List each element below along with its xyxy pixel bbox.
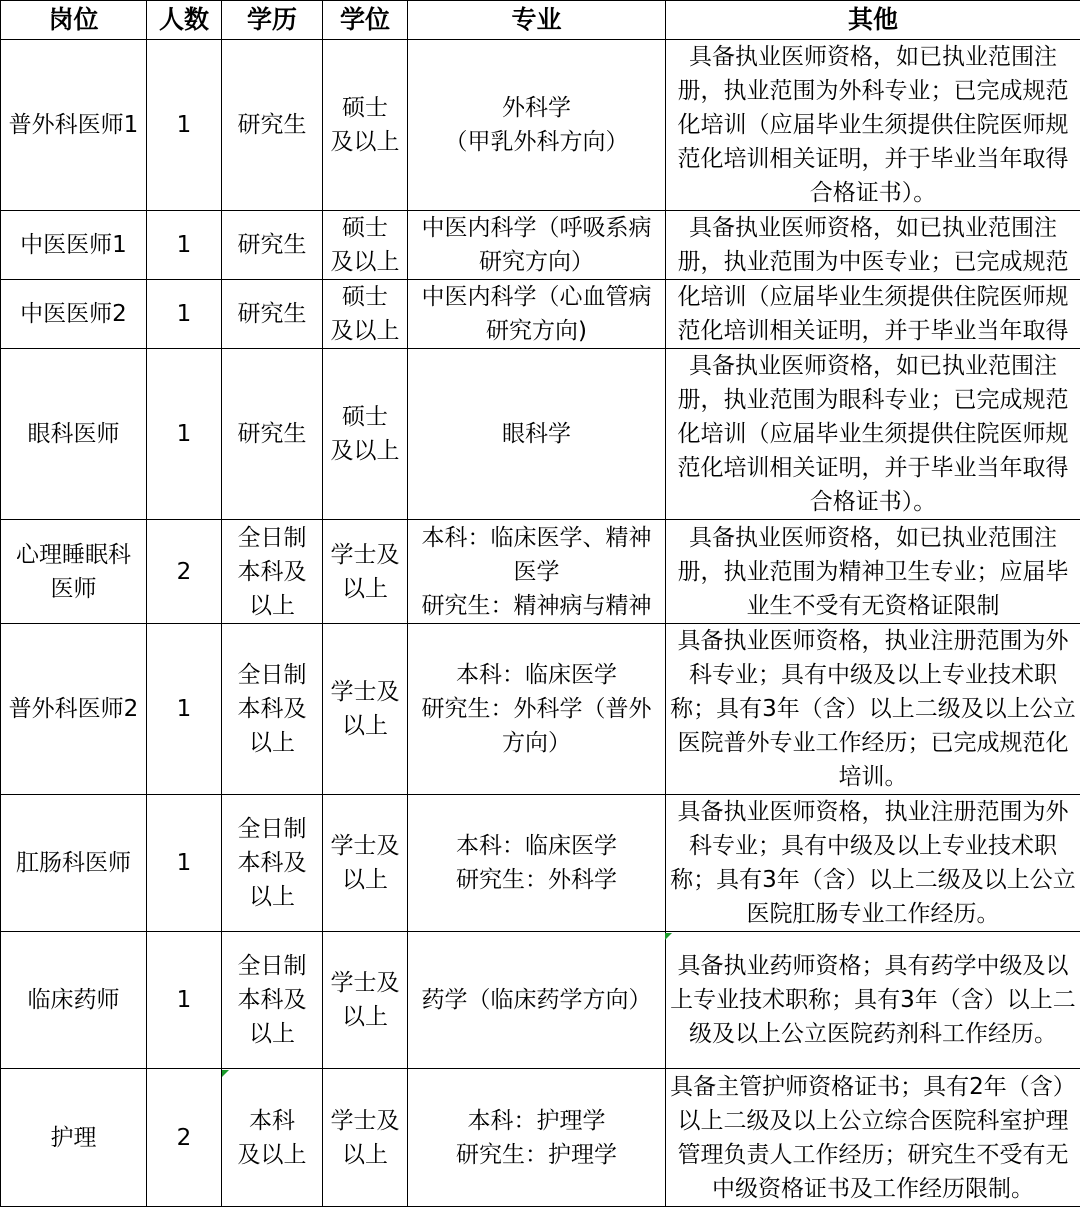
header-position: 岗位 — [1, 1, 147, 40]
table-row — [1, 795, 1080, 932]
education-cell: 研究生 — [222, 349, 323, 520]
count-cell: 1 — [147, 40, 222, 211]
other-cell: 具备执业医师资格，如已执业范围注册，执业范围为眼科专业；已完成规范化培训（应届毕业生须提供住院医师规范化培训相关证明，并于毕业当年取得合格证书）。 — [666, 349, 1080, 520]
major-cell: 本科：临床医学 研究生：外科学（普外 方向） — [408, 624, 666, 795]
other-cell — [666, 280, 1080, 349]
other-cell: 具备主管护师资格证书；具有2年（含）以上二级及以上公立综合医院科室护理管理负责人工作经历；研究生不受有无中级资格证书及工作经历限制。 — [666, 1069, 1080, 1207]
header-degree: 学位 — [323, 1, 408, 40]
position-cell: 心理睡眠科 医师 — [1, 520, 147, 624]
education-cell: 全日制 本科及 以上 — [222, 932, 323, 1069]
major-cell: 药学（临床药学方向） — [408, 932, 666, 1069]
education-cell: 全日制 本科及 以上 — [222, 795, 323, 932]
degree-cell: 学士及 以上 — [323, 795, 408, 932]
position-cell: 普外科医师1 — [1, 40, 147, 211]
degree-cell: 学士及 以上 — [323, 520, 408, 624]
position-cell: 肛肠科医师 — [1, 795, 147, 932]
count-cell: 1 — [147, 624, 222, 795]
cell-comment-marker-icon — [222, 1070, 229, 1077]
education-cell: 全日制 本科及 以上 — [222, 520, 323, 624]
other-cell: 具备执业医师资格，执业注册范围为外科专业；具有中级及以上专业技术职称；具有3年（含）以上二级及以上公立医院肛肠专业工作经历。 — [666, 795, 1080, 932]
degree-cell: 硕士 及以上 — [323, 40, 408, 211]
count-cell: 1 — [147, 795, 222, 932]
count-cell: 1 — [147, 280, 222, 349]
cell-comment-marker-icon — [665, 933, 672, 940]
table-row — [1, 211, 1080, 280]
education-cell: 本科 及以上 — [222, 1069, 323, 1207]
position-cell: 中医医师2 — [1, 280, 147, 349]
education-cell: 全日制 本科及 以上 — [222, 624, 323, 795]
major-cell: 中医内科学（心血管病 研究方向) — [408, 280, 666, 349]
degree-cell: 硕士 及以上 — [323, 280, 408, 349]
header-count: 人数 — [147, 1, 222, 40]
position-cell: 护理 — [1, 1069, 147, 1207]
degree-cell: 学士及 以上 — [323, 932, 408, 1069]
table-row — [1, 280, 1080, 349]
degree-cell: 学士及 以上 — [323, 1069, 408, 1207]
other-cell — [666, 211, 1080, 280]
other-cell: 具备执业医师资格，如已执业范围注册，执业范围为精神卫生专业；应届毕业生不受有无资格证限制 — [666, 520, 1080, 624]
count-cell: 1 — [147, 349, 222, 520]
degree-cell: 学士及 以上 — [323, 624, 408, 795]
education-cell: 研究生 — [222, 280, 323, 349]
major-cell: 外科学 （甲乳外科方向） — [408, 40, 666, 211]
major-cell: 本科：临床医学、精神 医学 研究生：精神病与精神 — [408, 520, 666, 624]
major-cell: 本科：护理学 研究生：护理学 — [408, 1069, 666, 1207]
other-cell: 具备执业药师资格；具有药学中级及以上专业技术职称；具有3年（含）以上二级及以上公立医院药剂科工作经历。 — [666, 932, 1080, 1069]
header-major: 专业 — [408, 1, 666, 40]
table-row — [1, 624, 1080, 795]
degree-cell: 硕士 及以上 — [323, 349, 408, 520]
table-row — [1, 349, 1080, 520]
major-cell: 中医内科学（呼吸系病 研究方向） — [408, 211, 666, 280]
education-cell: 研究生 — [222, 40, 323, 211]
major-cell: 本科：临床医学 研究生：外科学 — [408, 795, 666, 932]
other-cell: 具备执业医师资格，执业注册范围为外科专业；具有中级及以上专业技术职称；具有3年（含）以上二级及以上公立医院普外专业工作经历；已完成规范化培训。 — [666, 624, 1080, 795]
position-cell: 临床药师 — [1, 932, 147, 1069]
header-education: 学历 — [222, 1, 323, 40]
table-row — [1, 40, 1080, 211]
position-cell: 中医医师1 — [1, 211, 147, 280]
other-cell-text: 化培训（应届毕业生须提供住院医师规范化培训相关证明，并于毕业当年取得 — [677, 284, 1069, 344]
table-row — [1, 932, 1080, 1069]
position-cell: 普外科医师2 — [1, 624, 147, 795]
other-cell: 具备执业医师资格，如已执业范围注册，执业范围为外科专业；已完成规范化培训（应届毕业生须提供住院医师规范化培训相关证明，并于毕业当年取得合格证书）。 — [666, 40, 1080, 211]
major-cell: 眼科学 — [408, 349, 666, 520]
count-cell: 1 — [147, 211, 222, 280]
position-cell: 眼科医师 — [1, 349, 147, 520]
header-row — [1, 1, 1080, 40]
education-cell: 研究生 — [222, 211, 323, 280]
other-cell-text: 具备执业医师资格，如已执业范围注册，执业范围为中医专业；已完成规范 — [677, 215, 1069, 275]
degree-cell: 硕士 及以上 — [323, 211, 408, 280]
count-cell: 2 — [147, 520, 222, 624]
header-other: 其他 — [666, 1, 1080, 40]
count-cell: 1 — [147, 932, 222, 1069]
count-cell: 2 — [147, 1069, 222, 1207]
table-row — [1, 520, 1080, 624]
table-row — [1, 1069, 1080, 1207]
